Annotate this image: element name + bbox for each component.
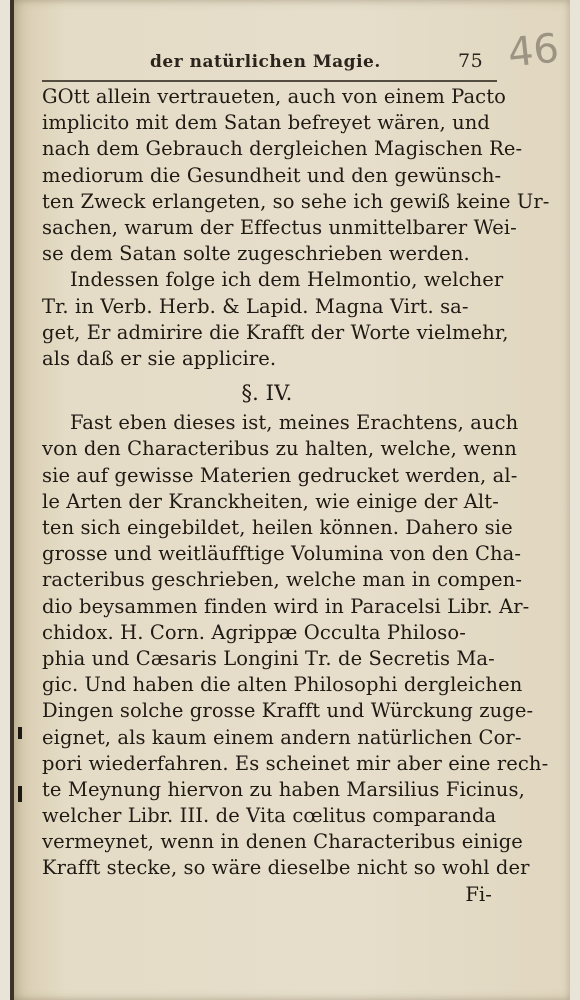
page-header [130,50,500,80]
text-line: GOtt allein vertraueten, auch von einem Pacto [42,85,506,108]
text-line: gic. Und haben die alten Philosophi dergleichen [42,673,523,697]
text-line: get, Er admirire die Krafft der Worte vielmehr, [42,320,509,344]
text-line: grosse und weitläufftige Volumina von den Cha- [42,542,522,566]
text-line: te Meynung hiervon zu haben Marsilius Ficinus, [42,777,525,801]
text-line: nach dem Gebrauch dergleichen Magischen Re- [42,137,523,161]
text-line: sachen, warum der Effectus unmittelbarer Wei- [42,215,517,239]
text-line: Fast eben dieses ist, meines Erachtens, auch [70,411,519,435]
text-line: Indessen folge ich dem Helmontio, welcher [70,268,504,292]
text-line: chidox. H. Corn. Agrippæ Occulta Philoso- [42,620,466,644]
text-line: mediorum die Gesundheit und den gewünsch- [42,163,502,187]
text-line: Dingen solche grosse Krafft und Würckung zuge- [42,699,534,723]
text-line: phia und Cæsaris Longini Tr. de Secretis Ma- [42,646,495,670]
page-number: 75 [458,50,484,72]
running-head: der natürlichen Magie. [150,52,381,72]
catchword: Fi- [465,882,492,906]
text-line: Krafft stecke, so wäre dieselbe nicht so wohl der [42,856,530,880]
text-line: ten sich eingebildet, heilen können. Dahero sie [42,516,513,539]
text-line: eignet, als kaum einem andern natürlichen Cor- [42,725,522,749]
text-line: welcher Libr. III. de Vita cœlitus comparanda [42,804,497,828]
text-line: le Arten der Kranckheiten, wie einige der Alt- [42,489,499,513]
book-page [10,0,570,1000]
text-line: Tr. in Verb. Herb. & Lapid. Magna Virt. sa- [42,294,469,318]
text-line: von den Characteribus zu halten, welche, wenn [42,437,517,461]
page-gutter [10,0,14,1000]
text-line: se dem Satan solte zugeschrieben werden. [42,242,470,266]
section-heading: §. IV. [241,381,293,406]
text-line: dio beysammen finden wird in Paracelsi Libr. Ar- [42,594,530,618]
body-text [42,84,550,908]
text-line: vermeynet, wenn in denen Characteribus einige [42,830,523,854]
text-line: racteribus geschrieben, welche man in compen- [42,568,523,592]
text-line: sie auf gewisse Materien gedrucket werden, al- [42,463,518,487]
text-line: implicito mit dem Satan befreyet wären, und [42,111,491,135]
text-line: pori wiederfahren. Es scheinet mir aber eine rech- [42,751,549,775]
margin-mark [18,786,22,802]
text-line: ten Zweck erlangeten, so sehe ich gewiß keine Ur- [42,189,550,213]
margin-mark [18,727,22,739]
header-rule [42,80,497,82]
handwritten-page-note: 46 [505,25,562,77]
text-line: als daß er sie applicire. [42,346,277,370]
